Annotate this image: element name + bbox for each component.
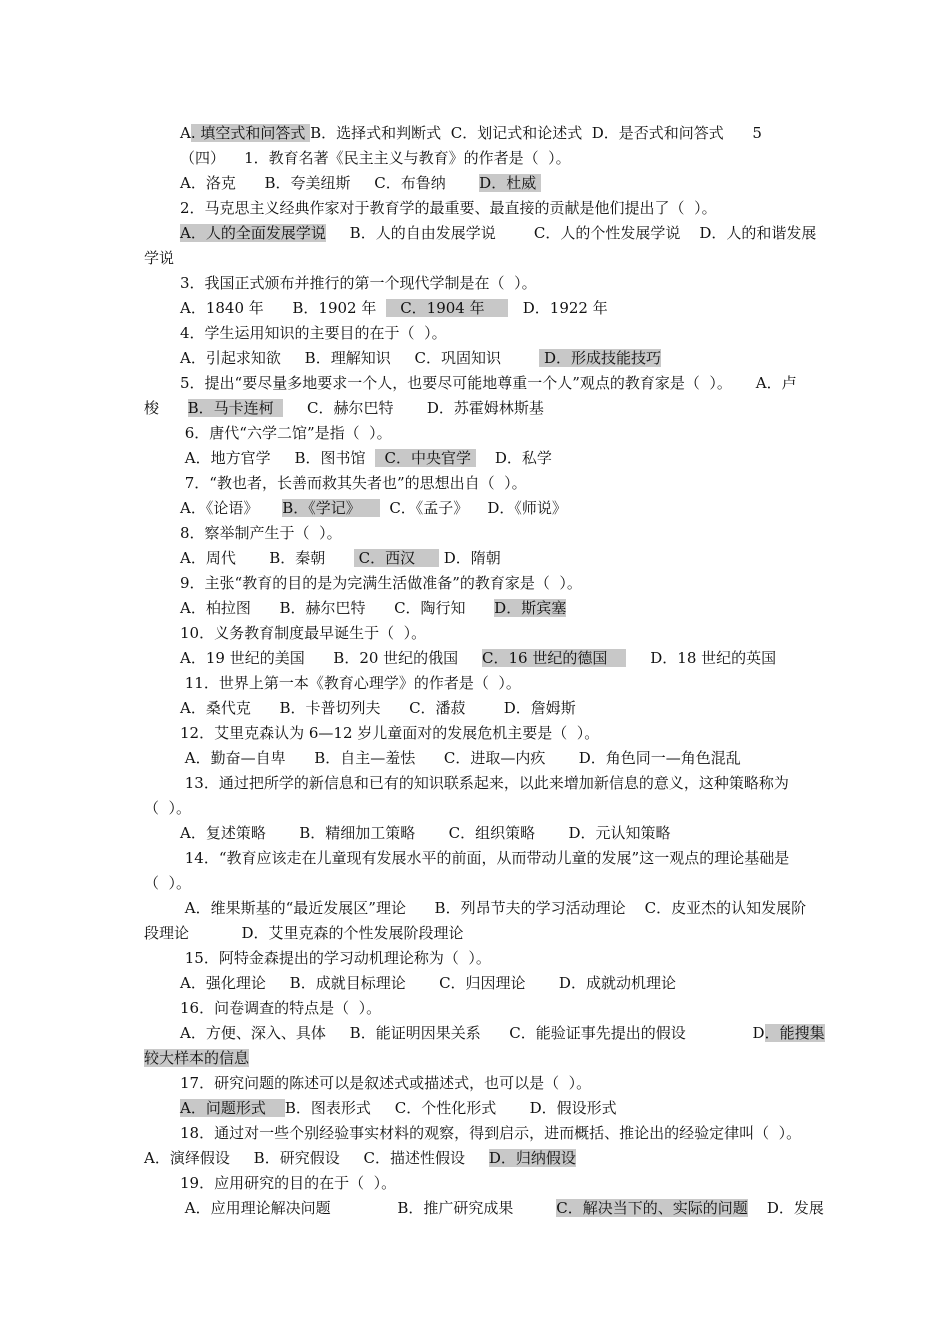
text-segment: 2．马克思主义经典作家对于教育学的最重要、最直接的贡献是他们提出了（ ）。 (180, 199, 717, 217)
text-segment: 段理论 D．艾里克森的个性发展阶段理论 (144, 924, 464, 942)
text-line (180, 698, 576, 718)
text-segment: A．引起求知欲 B．理解知识 C．巩固知识 (180, 349, 540, 367)
text-segment: 学说 (144, 249, 175, 267)
text-segment: A．周代 B．秦朝 (180, 549, 354, 567)
text-line (144, 798, 191, 818)
text-line (144, 398, 544, 418)
text-segment: B．选择式和判断式 C．划记式和论述式 D．是否式和问答式 5 (310, 124, 762, 142)
text-segment: 17．研究问题的陈述可以是叙述式或描述式，也可以是（ ）。 (180, 1074, 592, 1092)
text-segment: 9．主张“教育的目的是为完满生活做准备”的教育家是（ ）。 (180, 574, 582, 592)
text-line (180, 523, 342, 543)
text-segment: 11．世界上第一本《教育心理学》的作者是（ ）。 (180, 674, 521, 692)
text-line (144, 873, 191, 893)
highlighted-answer: D．归纳假设 (488, 1149, 576, 1167)
highlighted-answer: B．《学记》 (282, 499, 380, 517)
text-line (180, 423, 392, 443)
highlighted-answer: D．形成技能技巧 (539, 349, 661, 367)
text-line (180, 623, 426, 643)
text-segment: 7．“教也者，长善而救其失者也”的思想出自（ ）。 (180, 474, 527, 492)
text-line (180, 773, 789, 793)
text-segment: A．19 世纪的美国 B．20 世纪的俄国 (180, 649, 483, 667)
text-segment: 10．义务教育制度最早诞生于（ ）。 (180, 624, 427, 642)
text-segment: A．《论语》 (180, 499, 283, 517)
highlighted-answer: A．问题形式 (180, 1099, 285, 1117)
highlighted-answer: A．人的全面发展学说 (180, 224, 326, 242)
text-line (180, 823, 671, 843)
text-segment: A．1840 年 B．1902 年 (180, 299, 386, 317)
text-line (180, 748, 741, 768)
text-line (180, 1173, 396, 1193)
text-segment: A．复述策略 B．精细加工策略 C．组织策略 D．元认知策略 (180, 824, 671, 842)
text-segment: A．柏拉图 B．赫尔巴特 C．陶行知 (180, 599, 495, 617)
text-segment: A．维果斯基的“最近发展区”理论 B．列昂节夫的学习活动理论 C．皮亚杰的认知发展阶 (180, 899, 807, 917)
highlighted-answer: C．16 世纪的德国 (482, 649, 627, 667)
text-line (144, 1148, 576, 1168)
text-segment: A．勤奋—自卑 B．自主—羞怯 C．进取—内疚 D．角色同一—角色混乱 (180, 749, 741, 767)
text-line (180, 348, 661, 368)
text-segment: （ ）。 (144, 874, 192, 892)
text-line (180, 273, 537, 293)
text-segment: （四） 1．教育名著《民主主义与教育》的作者是（ ）。 (180, 149, 571, 167)
text-line (144, 923, 463, 943)
text-segment: A．演绎假设 B．研究假设 C．描述性假设 (144, 1149, 489, 1167)
highlighted-answer: 较大样本的信息 (144, 1049, 250, 1067)
highlighted-answer: ．能搜集 (764, 1024, 825, 1042)
text-line (180, 548, 501, 568)
text-segment: 19．应用研究的目的在于（ ）。 (180, 1174, 397, 1192)
text-line (180, 648, 776, 668)
text-segment: 8．察举制产生于（ ）。 (180, 524, 342, 542)
text-line (180, 998, 381, 1018)
text-line (180, 848, 789, 868)
text-line (180, 723, 599, 743)
text-segment: 13．通过把所学的新信息和已有的知识联系起来，以此来增加新信息的意义，这种策略称为 (180, 774, 789, 792)
text-line (180, 573, 582, 593)
text-segment: 16．问卷调查的特点是（ ）。 (180, 999, 382, 1017)
text-segment: B．人的自由发展学说 C．人的个性发展学说 D．人的和谐发展 (325, 224, 817, 242)
highlighted-answer: C．中央官学 (375, 449, 476, 467)
text-segment: 3．我国正式颁布并推行的第一个现代学制是在（ ）。 (180, 274, 537, 292)
text-line (180, 1098, 617, 1118)
text-segment: B．图表形式 C．个性化形式 D．假设形式 (284, 1099, 617, 1117)
text-line (180, 473, 527, 493)
text-segment: D．1922 年 (508, 299, 608, 317)
text-line (180, 1123, 801, 1143)
highlighted-answer: C．解决当下的、实际的问题 (556, 1199, 748, 1217)
text-segment: 4．学生运用知识的主要目的在于（ ）。 (180, 324, 447, 342)
text-line (180, 148, 571, 168)
text-segment: C．赫尔巴特 D．苏霍姆林斯基 (283, 399, 544, 417)
text-segment: D．发展 (747, 1199, 824, 1217)
text-line (144, 248, 174, 268)
text-segment: D．私学 (475, 449, 552, 467)
text-segment: （ ）。 (144, 799, 192, 817)
text-line (180, 173, 541, 193)
text-segment: D．隋朝 (438, 549, 501, 567)
text-line (180, 898, 806, 918)
text-line (144, 1048, 249, 1068)
text-segment: A．应用理论解决问题 B．推广研究成果 (180, 1199, 557, 1217)
text-line (180, 1198, 824, 1218)
text-segment: A．桑代克 B．卡普切列夫 C．潘菽 D．詹姆斯 (180, 699, 576, 717)
text-line (180, 323, 447, 343)
text-segment: 6．唐代“六学二馆”是指（ ）。 (180, 424, 392, 442)
text-segment: 14．“教育应该走在儿童现有发展水平的前面，从而带动儿童的发展”这一观点的理论基础是 (180, 849, 790, 867)
text-line (180, 448, 552, 468)
text-line (180, 1023, 825, 1043)
text-line (180, 123, 762, 143)
text-segment: A．洛克 B．夸美纽斯 C．布鲁纳 (180, 174, 480, 192)
highlighted-answer: C．1904 年 (385, 299, 509, 317)
text-line (180, 1073, 591, 1093)
text-segment: 18．通过对一些个别经验事实材料的观察，得到启示，进而概括、推论出的经验定律叫（ ）。 (180, 1124, 802, 1142)
text-segment: A．地方官学 B．图书馆 (180, 449, 376, 467)
text-line (180, 498, 567, 518)
text-segment: D．18 世纪的英国 (626, 649, 777, 667)
text-line (180, 673, 521, 693)
text-line (180, 973, 676, 993)
text-line (180, 373, 797, 393)
highlighted-answer: C．西汉 (353, 549, 439, 567)
text-line (180, 223, 816, 243)
text-line (180, 948, 491, 968)
highlighted-answer: D．杜威 (479, 174, 541, 192)
highlighted-answer: B．马卡连柯 (187, 399, 284, 417)
text-segment: 12．艾里克森认为 6—12 岁儿童面对的发展危机主要是（ ）。 (180, 724, 600, 742)
text-segment: 15．阿特金森提出的学习动机理论称为（ ）。 (180, 949, 491, 967)
highlighted-answer: D．斯宾塞 (494, 599, 567, 617)
text-segment: A．方便、深入、具体 B．能证明因果关系 C．能验证事先提出的假设 D (180, 1024, 765, 1042)
text-line (180, 198, 717, 218)
text-segment: A．强化理论 B．成就目标理论 C．归因理论 D．成就动机理论 (180, 974, 676, 992)
text-line (180, 298, 608, 318)
text-segment: 5．提出“要尽量多地要求一个人，也要尽可能地尊重一个人”观点的教育家是（ ）。 A．卢 (180, 374, 797, 392)
highlighted-answer: . 填空式和问答式 (190, 124, 311, 142)
text-line (180, 598, 566, 618)
text-segment: 梭 (144, 399, 188, 417)
text-segment: A (180, 124, 191, 142)
text-segment: C．《孟子》 D．《师说》 (379, 499, 567, 517)
